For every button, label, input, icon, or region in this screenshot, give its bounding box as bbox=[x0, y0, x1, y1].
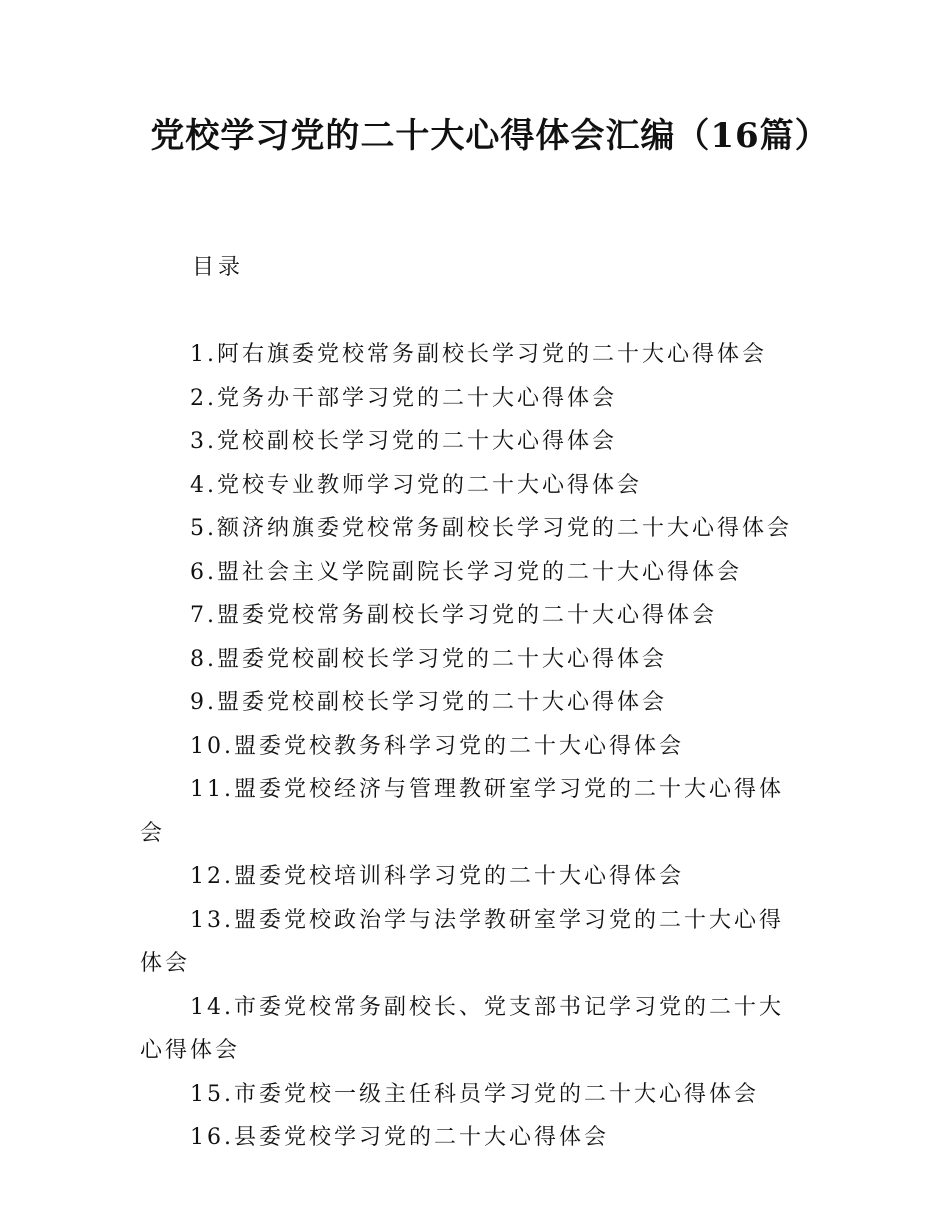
toc-item: 2.党务办干部学习党的二十大心得体会 bbox=[190, 385, 617, 411]
toc-heading: 目录 bbox=[192, 255, 245, 280]
toc-item: 4.党校专业教师学习党的二十大心得体会 bbox=[190, 472, 642, 498]
toc-item: 13.盟委党校政治学与法学教研室学习党的二十大心得体会 bbox=[140, 907, 784, 976]
toc-item: 3.党校副校长学习党的二十大心得体会 bbox=[190, 429, 617, 454]
toc-item: 14.市委党校常务副校长、党支部书记学习党的二十大心得体会 bbox=[140, 994, 784, 1063]
toc-item: 5.额济纳旗委党校常务副校长学习党的二十大心得体会 bbox=[190, 516, 792, 541]
toc-item: 9.盟委党校副校长学习党的二十大心得体会 bbox=[190, 690, 667, 715]
toc-item: 1.阿右旗委党校常务副校长学习党的二十大心得体会 bbox=[190, 342, 767, 367]
toc-item: 12.盟委党校培训科学习党的二十大心得体会 bbox=[190, 864, 684, 889]
toc-item: 6.盟社会主义学院副院长学习党的二十大心得体会 bbox=[190, 559, 742, 585]
toc-item: 10.盟委党校教务科学习党的二十大心得体会 bbox=[190, 733, 684, 759]
toc-item: 11.盟委党校经济与管理教研室学习党的二十大心得体会 bbox=[140, 777, 784, 846]
toc-item: 7.盟委党校常务副校长学习党的二十大心得体会 bbox=[190, 603, 717, 628]
toc-item: 15.市委党校一级主任科员学习党的二十大心得体会 bbox=[190, 1081, 759, 1107]
document-title: 党校学习党的二十大心得体会汇编（16篇） bbox=[150, 116, 830, 156]
toc-list bbox=[140, 333, 805, 1160]
toc-item: 16.县委党校学习党的二十大心得体会 bbox=[190, 1125, 609, 1150]
toc-item: 8.盟委党校副校长学习党的二十大心得体会 bbox=[190, 646, 667, 672]
